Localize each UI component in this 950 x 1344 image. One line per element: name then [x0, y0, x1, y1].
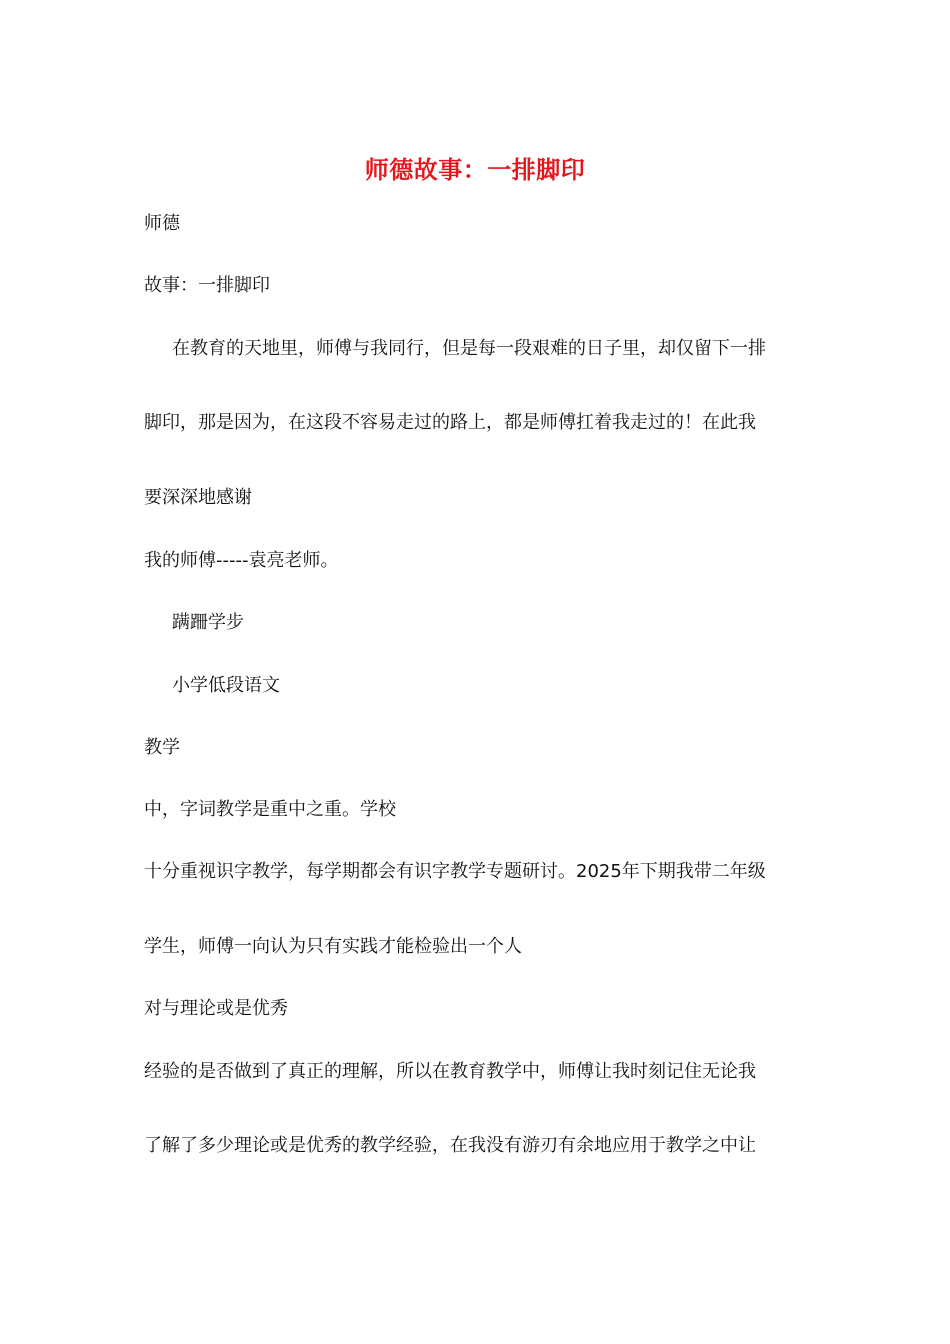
body-line: 中，字词教学是重中之重。学校	[144, 799, 396, 820]
body-line: 要深深地感谢	[144, 487, 252, 508]
body-line: 教学	[144, 737, 180, 758]
body-line: 学生，师傅一向认为只有实践才能检验出一个人	[144, 936, 522, 957]
body-line: 蹒跚学步	[172, 612, 244, 633]
document-title: 师德故事：一排脚印	[364, 155, 586, 184]
body-line: 脚印，那是因为，在这段不容易走过的路上，都是师傅扛着我走过的！在此我	[144, 412, 756, 433]
body-line: 十分重视识字教学，每学期都会有识字教学专题研讨。2025年下期我带二年级	[144, 861, 766, 882]
body-line: 对与理论或是优秀	[144, 998, 288, 1019]
body-line: 了解了多少理论或是优秀的教学经验，在我没有游刃有余地应用于教学之中让	[144, 1135, 756, 1156]
body-line: 在教育的天地里，师傅与我同行，但是每一段艰难的日子里，却仅留下一排	[172, 338, 766, 359]
body-line: 师德	[144, 213, 180, 234]
body-line: 经验的是否做到了真正的理解，所以在教育教学中，师傅让我时刻记住无论我	[144, 1061, 756, 1082]
body-line: 我的师傅-----袁亮老师。	[144, 550, 339, 571]
body-line: 小学低段语文	[172, 675, 280, 696]
body-line: 故事：一排脚印	[144, 275, 270, 296]
